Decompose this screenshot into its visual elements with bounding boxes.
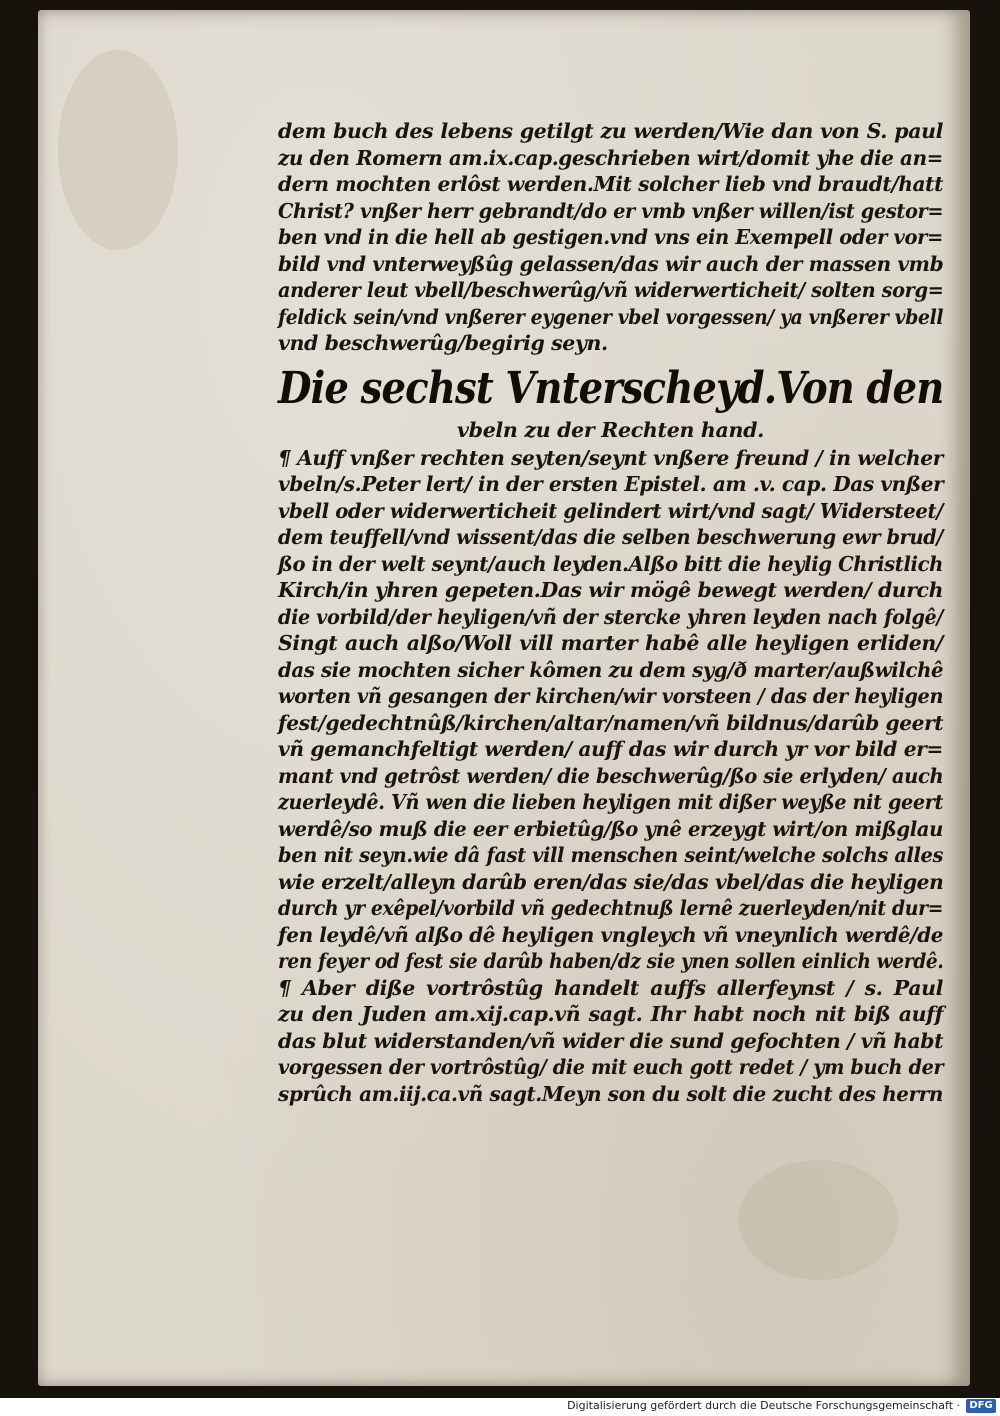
text-line: mant vnd getrôst werden/ die beschwerûg/ßo sie erlyden/ auch (278, 763, 944, 788)
section-subheading: vbeln zu der Rechten hand. (457, 417, 764, 442)
text-line: worten vñ gesangen der kirchen/wir vorsteen / das der heyligen (278, 684, 944, 708)
text-line: zuerleydê. Vñ wen die lieben heyligen mit dißer weyße nit geert (278, 790, 943, 814)
text-line: ¶ Aber diße vortrôstûg handelt auffs allerfeynst / s. Paul (278, 975, 943, 1000)
text-line: Christ? vnßer herr gebrandt/do er vmb vnßer willen/ist gestor= (278, 198, 944, 223)
dfg-logo-icon: DFG (966, 1399, 996, 1413)
text-line: vnd beschwerûg/begirig seyn. (278, 331, 608, 355)
section-heading: Die sechst Vnterscheyd.Von den (278, 362, 944, 414)
text-line: wie erzelt/alleyn darûb eren/das sie/das vbel/das die heyligen (278, 869, 944, 894)
text-line: das sie mochten sicher kômen zu dem syg/ð marter/außwilchê (278, 657, 944, 682)
text-line: vbeln/s.Peter lert/ in der ersten Epistel. am .v. cap. Das vnßer (278, 472, 944, 496)
text-line: anderer leut vbell/beschwerûg/vñ widerwerticheit/ solten sorg= (278, 278, 944, 302)
paper-stain (58, 50, 178, 250)
text-line: dem teuffell/vnd wissent/das die selben beschwerung ewr brud/ (278, 525, 943, 549)
text-line: zu den Juden am.xij.cap.vñ sagt. Ihr habt noch nit biß auff (278, 1002, 943, 1026)
text-line: dern mochten erlôst werden.Mit solcher lieb vnd braudt/hatt (278, 172, 943, 196)
text-line: Singt auch alßo/Woll vill marter habê alle heyligen erliden/ (278, 631, 943, 655)
text-line: ßo in der welt seynt/auch leyden.Alßo bitt die heylig Christlich (278, 551, 943, 576)
text-line: das blut widerstanden/vñ wider die sund gefochten / vñ habt (278, 1028, 944, 1053)
text-line: durch yr exêpel/vorbild vñ gedechtnuß lernê zuerleyden/nit dur= (278, 896, 944, 920)
text-line: vbell oder widerwerticheit gelindert wirt/vnd sagt/ Widersteet/ (278, 498, 944, 523)
text-block (278, 118, 943, 1107)
text-line: ¶ Auff vnßer rechten seyten/seynt vnßere freund / in welcher (278, 445, 943, 470)
text-line: dem buch des lebens getilgt zu werden/Wie dan von S. paul (278, 119, 943, 143)
funding-credit: Digitalisierung gefördert durch die Deutsche Forschungsgemeinschaft · (567, 1399, 960, 1412)
text-line: feldick sein/vnd vnßerer eygener vbel vorgessen/ ya vnßerer vbell (278, 304, 944, 329)
text-line: vñ gemanchfeltigt werden/ auff das wir durch yr vor bild er= (278, 737, 943, 761)
text-line: fest/gedechtnûß/kirchen/altar/namen/vñ bildnus/darûb geert (278, 710, 944, 735)
text-line: ben vnd in die hell ab gestigen.vnd vns ein Exempell oder vor= (278, 225, 943, 249)
text-line: die vorbild/der heyligen/vñ der stercke yhren leyden nach folgê/ (278, 604, 944, 629)
text-line: fen leydê/vñ alßo dê heyligen vngleych vñ vneynlich werdê/de (278, 922, 944, 947)
text-line: Kirch/in yhren gepeten.Das wir mögê bewegt werden/ durch (278, 578, 943, 602)
text-line: ren feyer od fest sie darûb haben/dz sie ynen sollen einlich werdê. (278, 949, 944, 973)
text-line: sprûch am.iij.ca.vñ sagt.Meyn son du solt die zucht des herrn (278, 1081, 943, 1106)
paper-stain (738, 1160, 898, 1280)
text-line: bild vnd vnterweyßûg gelassen/das wir auch der massen vmb (278, 251, 944, 276)
book-page (38, 10, 970, 1386)
text-line: ben nit seyn.wie dâ fast vill menschen seint/welche solchs alles (278, 843, 944, 867)
text-line: werdê/so muß die eer erbietûg/ßo ynê erzeygt wirt/on mißglau (278, 816, 943, 841)
footer-bar (0, 1398, 1000, 1416)
text-line: vorgessen der vortrôstûg/ die mit euch gott redet / ym buch der (278, 1055, 944, 1079)
text-line: zu den Romern am.ix.cap.geschrieben wirt/domit yhe die an= (278, 145, 943, 170)
